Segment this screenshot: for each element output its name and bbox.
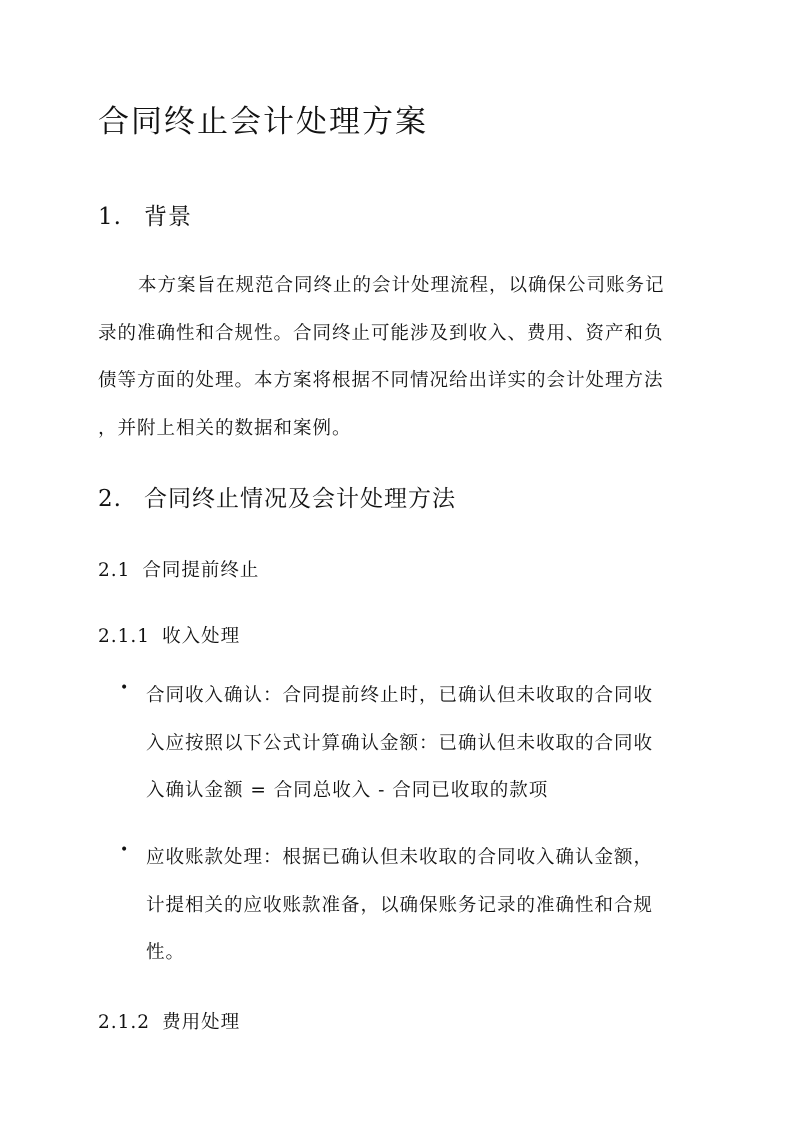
section-2-1-number: 2.1 xyxy=(98,560,131,581)
list-item-line: 应收账款处理：根据已确认但未收取的合同收入确认金额， xyxy=(146,847,654,868)
section-2-1-2-number: 2.1.2 xyxy=(98,1012,151,1033)
document-title: 合同终止会计处理方案 xyxy=(98,104,428,140)
section-2-1-2-heading xyxy=(98,1008,240,1034)
section-1-number: 1. xyxy=(98,204,122,230)
paragraph-line: 本方案旨在规范合同终止的会计处理流程，以确保公司账务记 xyxy=(138,275,665,296)
section-2-1-1-title: 收入处理 xyxy=(162,626,241,647)
section-1-title: 背景 xyxy=(144,204,192,230)
section-2-title: 合同终止情况及会计处理方法 xyxy=(144,486,456,512)
section-2-heading xyxy=(98,480,456,513)
section-2-1-1-heading xyxy=(98,622,240,648)
section-1-heading xyxy=(98,198,192,231)
section-2-1-1-number: 2.1.1 xyxy=(98,626,151,647)
list-item-line: 入应按照以下公式计算确认金额：已确认但未收取的合同收 xyxy=(146,732,654,754)
section-2-1-title: 合同提前终止 xyxy=(142,560,260,581)
list-item-line: 性。 xyxy=(146,942,186,963)
section-1-paragraph xyxy=(98,262,702,452)
paragraph-line: 录的准确性和合规性。合同终止可能涉及到收入、费用、资产和负 xyxy=(98,322,664,344)
section-2-1-2-title: 费用处理 xyxy=(162,1012,241,1033)
list-item-text xyxy=(146,672,706,815)
section-2-number: 2. xyxy=(98,486,122,512)
section-2-1-heading xyxy=(98,556,259,582)
list-item-text xyxy=(146,834,706,977)
bullet-icon: • xyxy=(120,680,129,696)
paragraph-line: ，并附上相关的数据和案例。 xyxy=(98,417,352,439)
list-item-line: 入确认金额 = 合同总收入 - 合同已收取的款项 xyxy=(146,780,549,801)
list-item-line: 计提相关的应收账款准备，以确保账务记录的准确性和合规 xyxy=(146,894,654,916)
bullet-icon: • xyxy=(120,842,129,858)
list-item-line: 合同收入确认：合同提前终止时，已确认但未收取的合同收 xyxy=(146,685,654,706)
paragraph-line: 债等方面的处理。本方案将根据不同情况给出详实的会计处理方法 xyxy=(98,370,664,391)
